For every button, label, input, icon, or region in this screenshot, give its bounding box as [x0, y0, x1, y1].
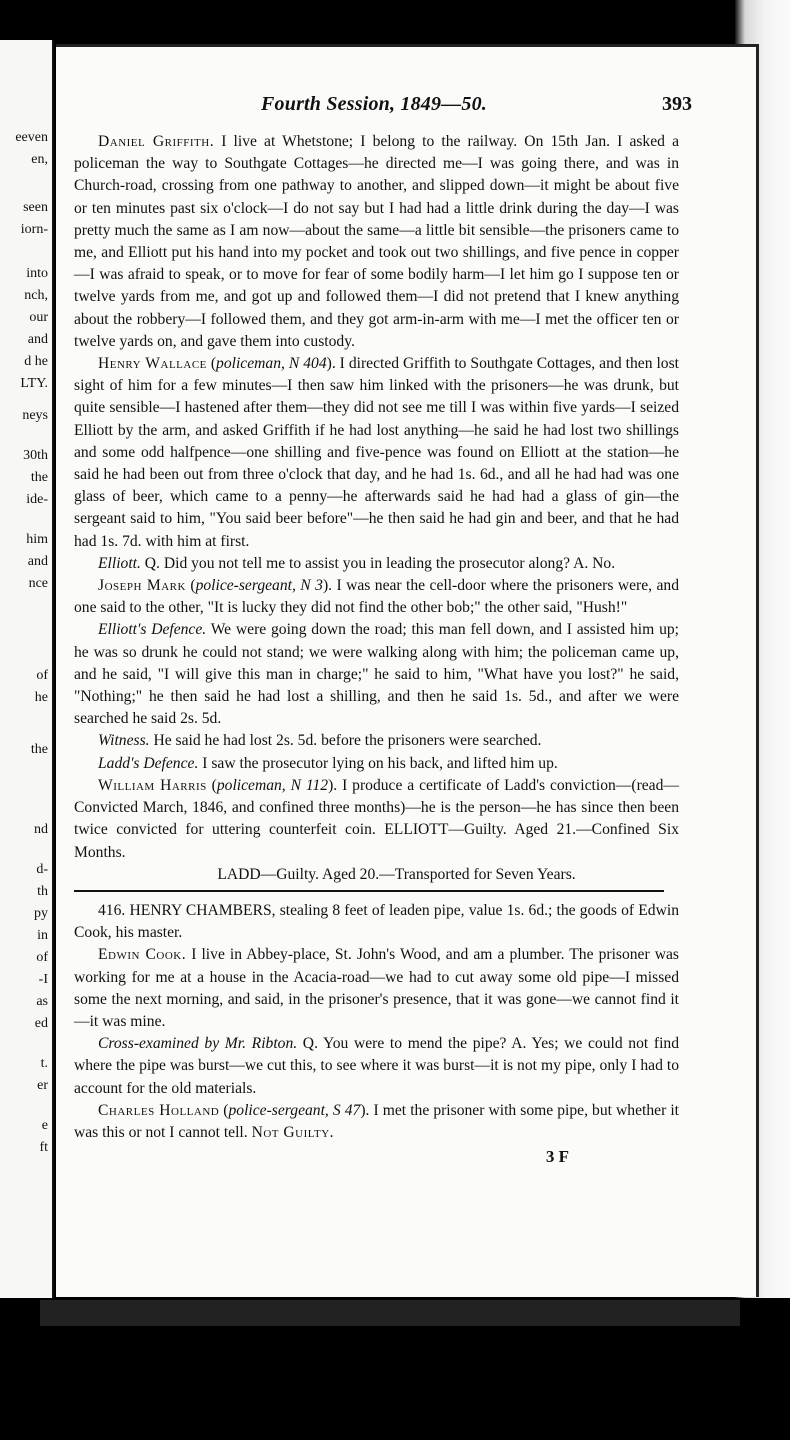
testimony-paragraph: Joseph Mark (police-sergeant, N 3). I was near the cell-door where the prisoners were, and one said to the other, "It is lucky they did not find the other bob;" the other said, "Hush!" — [74, 577, 679, 617]
testimony-paragraph: Ladd's Defence. I saw the prosecutor lying on his back, and lifted him up. — [98, 754, 558, 772]
testimony-paragraph: William Harris (policeman, N 112). I produce a certificate of Ladd's conviction—(read—Convicted March, 1846, and confined three months)—he is the person—he has since then been twice convicted for uttering counterfeit coin. ELLIOTT—Guilty. Aged 21.—Confined Six Months. — [74, 776, 679, 861]
previous-page-fragment: into — [26, 266, 48, 281]
previous-page-fragment: t. — [40, 1056, 48, 1071]
previous-page-fragment: d he — [24, 354, 48, 369]
page-body — [74, 131, 679, 1168]
page-bottom-edge — [40, 1300, 740, 1326]
previous-page-fragment: iorn- — [20, 222, 48, 237]
running-head: Fourth Session, 1849—50. — [261, 93, 487, 115]
testimony-paragraph: Charles Holland (police-sergeant, S 47). I met the prisoner with some pipe, but whether it was this or not I cannot tell. Not Guilty. — [74, 1101, 679, 1141]
previous-page-fragment: neys — [22, 408, 48, 423]
previous-page-fragment: nch, — [24, 288, 48, 303]
page-header — [56, 93, 756, 123]
previous-page-fragment: the — [30, 742, 48, 757]
previous-page-fragment: the — [30, 470, 48, 485]
previous-page-fragment: th — [37, 884, 48, 899]
previous-page-fragment: py — [34, 906, 48, 921]
previous-page-fragment: of — [36, 950, 48, 965]
scan-top-border — [0, 0, 735, 38]
testimony-paragraph: Witness. He said he had lost 2s. 5d. before the prisoners were searched. — [98, 732, 542, 750]
page-number: 393 — [662, 93, 692, 115]
previous-page-fragment: d- — [36, 862, 48, 877]
previous-page-fragment: LTY. — [20, 376, 48, 391]
case-divider — [74, 890, 664, 892]
testimony-paragraph: Daniel Griffith. I live at Whetstone; I belong to the railway. On 15th Jan. I asked a policeman the way to Southgate Cottages—he directed me—I was going there, and was in Church-road, crossing from one pathway to another, and slipped down—it might be about five or ten minutes past six o'clock—I do not say but I had had a little drink during the day—I was pretty much the same as I am now—about the same—a little bit sensible—the prisoners came to me, and Elliott put his hand into my pocket and took out two shillings, and five pence in copper—I was afraid to speak, or to move for fear of some bodily harm—I let him go I suppose ten or twelve yards from me, and got up and followed them—I did not pretend that I knew anything about the robbery—I followed them, and they got arm-in-arm with me—I met the officer ten or twelve yards on, and gave them into custody. — [74, 133, 679, 350]
testimony-paragraph: Cross-examined by Mr. Ribton. Q. You were to mend the pipe? A. Yes; we could not find where the pipe was burst—we cut this, to see where it was burst—it is not my pipe, only I had to account for the old materials. — [74, 1035, 680, 1097]
previous-page-fragment: er — [37, 1078, 48, 1093]
previous-page-fragment: him — [26, 532, 48, 547]
signature-mark: 3 F — [545, 1147, 569, 1167]
previous-page-fragment: and — [27, 554, 48, 569]
previous-page-fragment: as — [36, 994, 48, 1009]
previous-page-fragment: nce — [28, 576, 48, 591]
previous-page-fragment: ft — [39, 1140, 48, 1155]
previous-page-fragment: of — [36, 668, 48, 683]
previous-page-fragment: ide- — [26, 492, 48, 507]
previous-page-fragment: -I — [38, 972, 48, 987]
previous-page-fragment: nd — [34, 822, 48, 837]
previous-page-fragment: en, — [31, 152, 48, 167]
previous-page-edge — [0, 40, 54, 1300]
previous-page-fragment: our — [29, 310, 48, 325]
testimony-paragraph: Elliott's Defence. We were going down the road; this man fell down, and I assisted him up; he was so drunk he could not stand; we were walking along with him; the policeman came up, and he said, "I will give this man in charge;" he said to him, "What have you lost?" he said, "Nothing;" he then said he had lost a shilling, and then he said 1s. 5d., and after we were searched he said 2s. 5d. — [74, 621, 679, 728]
verdict-elliott: ELLIOTT—Guilty. Aged 21.—Confined Six Months. — [74, 821, 679, 861]
previous-page-fragment: e — [41, 1118, 48, 1133]
verdict-ladd: LADD—Guilty. Aged 20.—Transported for Seven Years. — [217, 865, 576, 883]
testimony-paragraph: Edwin Cook. I live in Abbey-place, St. John's Wood, and am a plumber. The prisoner was working for me at a house in the Acacia-road—we had to cut away some old pipe—I missed some the next morning, and said, in the prisoner's presence, that it was gone—we cannot find it—it was mine. — [74, 946, 679, 1030]
previous-page-fragment: eeven — [15, 130, 48, 145]
previous-page-fragment: 30th — [23, 448, 48, 463]
verdict-chambers: Not Guilty. — [251, 1123, 335, 1141]
testimony-paragraph: Henry Wallace (policeman, N 404). I directed Griffith to Southgate Cottages, and then lost sight of him for a few minutes—I then saw him linked with the prisoners—he was drunk, but quite sensible—I hastened after them—they did not see me till I was within five yards—I seized Elliott by the arm, and asked Griffith if he had lost anything—he said he had lost two shillings and some odd halfpence—one shilling and five-pence was found on Elliott at the station—he said he had been out from three o'clock that day, and he had 1s. 6d., and all he had had was one glass of beer, which came to a penny—he afterwards said he had had a glass of gin—the sergeant said to him, "You said beer before"—he then said he had gin and beer, and that he had had 1s. 7d. with him at first. — [74, 355, 679, 550]
previous-page-fragment: he — [34, 690, 48, 705]
previous-page-fragment: in — [37, 928, 48, 943]
previous-page-fragment: ed — [34, 1016, 48, 1031]
testimony-paragraph: Elliott. Q. Did you not tell me to assist you in leading the prosecutor along? A. No. — [98, 554, 616, 572]
book-page — [56, 44, 759, 1297]
previous-page-fragment: seen — [23, 200, 48, 215]
previous-page-fragment: and — [27, 332, 48, 347]
case-heading: 416. HENRY CHAMBERS, stealing 8 feet of leaden pipe, value 1s. 6d.; the goods of Edwin Cook, his master. — [74, 901, 679, 942]
